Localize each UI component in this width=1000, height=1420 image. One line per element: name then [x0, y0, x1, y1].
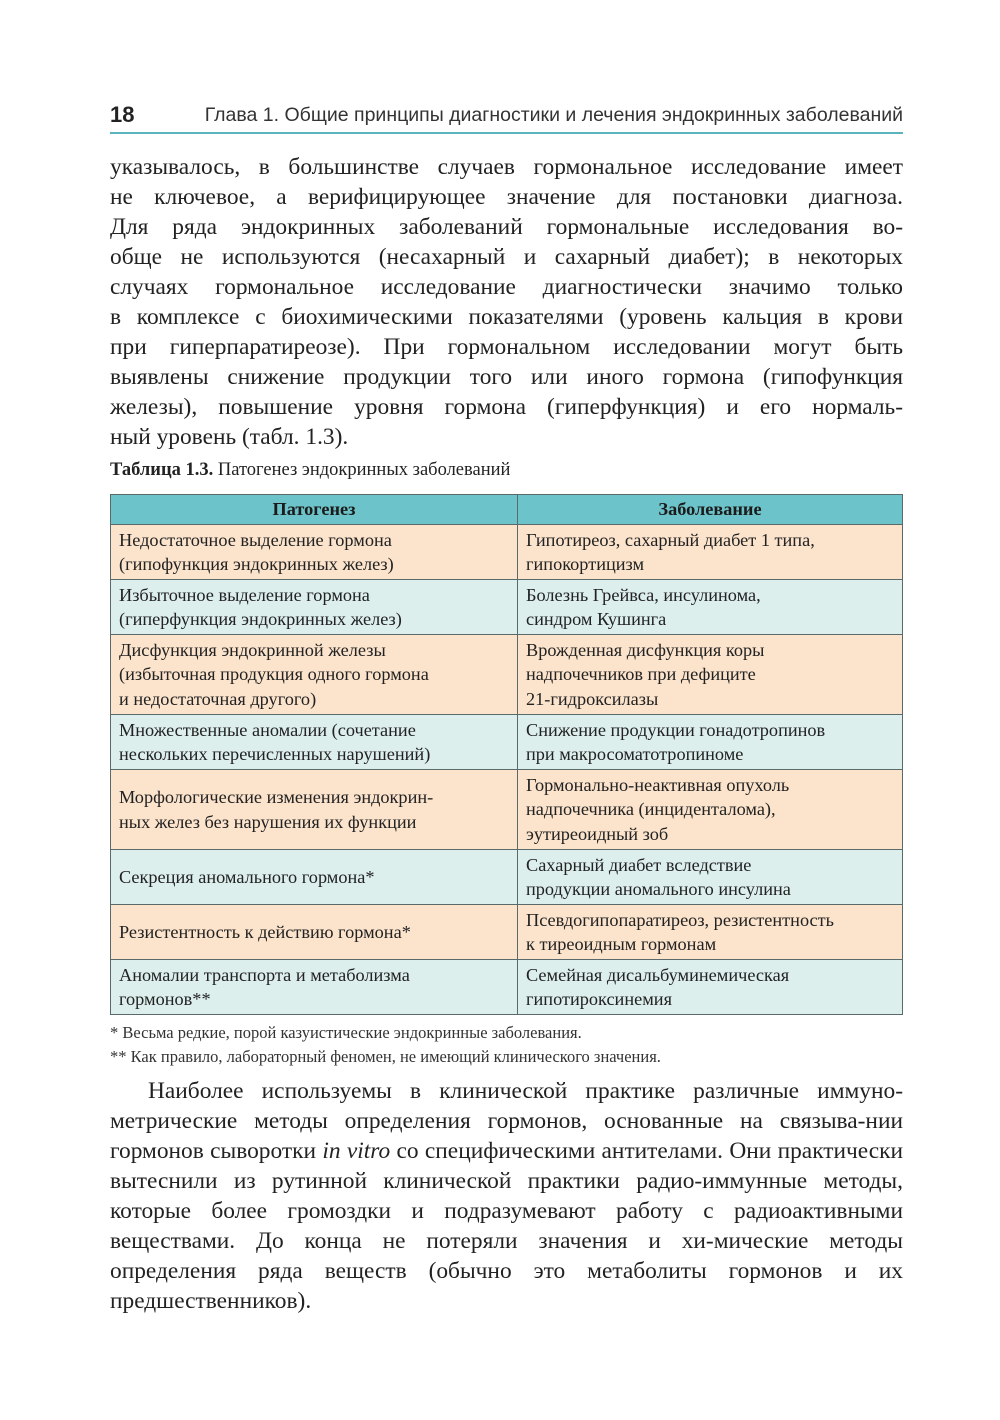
cell-line: Избыточное выделение гормона: [119, 584, 370, 605]
cell-line: гипотироксинемия: [526, 989, 672, 1009]
cell-line: гипокортицизм: [526, 554, 645, 574]
cell-line: (гипофункция эндокринных желез): [119, 554, 394, 574]
running-title: Глава 1. Общие принципы диагностики и лечения эндокринных заболеваний: [204, 104, 903, 126]
cell-disease: [518, 905, 903, 960]
cell-pathogenesis: [111, 960, 518, 1015]
table-row: [111, 580, 903, 635]
footnote-rare: * Весьма редкие, порой казуистические эндокринные заболевания.: [110, 1023, 582, 1042]
table-row: [111, 635, 903, 715]
cell-line: нескольких перечисленных нарушений): [119, 744, 431, 764]
cell-line: Дисфункция эндокринной железы: [119, 639, 386, 660]
cell-line: Множественные аномалии (сочетание: [119, 719, 416, 740]
table-caption-label: Таблица 1.3.: [110, 460, 214, 480]
footnote-laboratory: ** Как правило, лабораторный феномен, не имеющий клинического значения.: [110, 1047, 661, 1066]
paragraph-line: Для ряда эндокринных заболеваний гормональные исследования во-: [110, 214, 903, 240]
paragraph-line: случаях гормональное исследование диагностически значимо только: [110, 274, 903, 300]
cell-line: Псевдогипопаратиреоз, резистентность: [526, 909, 834, 930]
cell-pathogenesis: [111, 850, 518, 905]
cell-disease: [518, 715, 903, 770]
table-header-row: [111, 495, 903, 525]
cell-line: (гиперфункция эндокринных желез): [119, 609, 402, 629]
cell-line: при макросоматотропиноме: [526, 744, 744, 764]
cell-pathogenesis: [111, 525, 518, 580]
cell-line: Секреция аномального гормона*: [119, 866, 375, 887]
paragraph-line: железы), повышение уровня гормона (гиперфункция) и его нормаль-: [110, 394, 903, 420]
cell-disease: [518, 770, 903, 850]
paragraph-intro: [110, 152, 903, 452]
cell-pathogenesis: [111, 770, 518, 850]
page-number: 18: [110, 102, 135, 127]
cell-line: и недостаточная другого): [119, 688, 317, 709]
cell-pathogenesis: [111, 905, 518, 960]
table-row: [111, 715, 903, 770]
cell-disease: [518, 525, 903, 580]
page-header: [110, 100, 903, 134]
table-row: [111, 850, 903, 905]
cell-line: Семейная дисальбуминемическая: [526, 964, 790, 985]
column-header-pathogenesis: Патогенез: [111, 495, 518, 525]
cell-disease: [518, 850, 903, 905]
pathogenesis-table: [110, 494, 903, 1015]
cell-line: Гормонально-неактивная опухоль: [526, 774, 790, 795]
cell-line: (избыточная продукция одного гормона: [119, 664, 429, 685]
column-header-disease: Заболевание: [518, 495, 903, 525]
cell-line: Аномалии транспорта и метаболизма: [119, 964, 410, 985]
cell-line: синдром Кушинга: [526, 609, 667, 629]
cell-line: гормонов**: [119, 989, 211, 1009]
cell-line: продукции аномального инсулина: [526, 879, 791, 899]
cell-line: 21-гидроксилазы: [526, 688, 659, 709]
paragraph-line: не ключевое, а верифицирующее значение для постановки диагноза.: [110, 184, 903, 210]
table-caption: [110, 458, 903, 482]
paragraph-line: обще не используются (несахарный и сахарный диабет); в некоторых: [110, 244, 903, 270]
table-row: [111, 525, 903, 580]
table-caption-text: Патогенез эндокринных заболеваний: [217, 460, 511, 480]
paragraph-text: со специфическими антителами. Они практически вытеснили из рутинной клинической практики радио-иммунные методы, которые более громоздки и подразумевают работу с радиоактивными веществами. До конца не потеряли значения и хи-мические методы определения ряда веществ (обычно это метаболиты гормонов и их предшественников).: [110, 1138, 903, 1314]
table-row: [111, 770, 903, 850]
cell-line: Гипотиреоз, сахарный диабет 1 типа,: [526, 529, 815, 550]
paragraph-line: выявлены снижение продукции того или иного гормона (гипофункция: [110, 364, 903, 390]
cell-disease: [518, 635, 903, 715]
cell-pathogenesis: [111, 580, 518, 635]
table-row: [111, 905, 903, 960]
cell-line: ных желез без нарушения их функции: [119, 811, 417, 832]
cell-line: Снижение продукции гонадотропинов: [526, 719, 826, 740]
cell-line: Сахарный диабет вследствие: [526, 854, 752, 875]
cell-disease: [518, 580, 903, 635]
paragraph-line: при гиперпаратиреозе). При гормональном исследовании могут быть: [110, 334, 903, 360]
paragraph-line: указывалось, в большинстве случаев гормональное исследование имеет: [110, 154, 903, 180]
cell-line: надпочечника (инциденталома),: [526, 799, 776, 820]
cell-pathogenesis: [111, 635, 518, 715]
paragraph-line: в комплексе с биохимическими показателями (уровень кальция в крови: [110, 304, 903, 330]
cell-line: эутиреоидный зоб: [526, 823, 669, 844]
cell-line: Недостаточное выделение гормона: [119, 529, 392, 550]
cell-line: Врожденная дисфункция коры: [526, 639, 765, 660]
cell-disease: [518, 960, 903, 1015]
table-body: [111, 525, 903, 1015]
cell-line: Болезнь Грейвса, инсулинома,: [526, 584, 761, 605]
table-row: [111, 960, 903, 1015]
paragraph-immunometric: [110, 1076, 903, 1316]
paragraph-text: Наиболее используемы в клинической практике различные иммуно-метрические методы определения гормонов, основанные на связыва-нии гормонов сыворотки: [110, 1078, 903, 1164]
cell-pathogenesis: [111, 715, 518, 770]
paragraph-italic-term: in vitro: [322, 1138, 391, 1164]
cell-line: Резистентность к действию гормона*: [119, 921, 411, 942]
cell-line: надпочечников при дефиците: [526, 664, 756, 685]
paragraph-line: ный уровень (табл. 1.3).: [110, 424, 349, 450]
cell-line: Морфологические изменения эндокрин-: [119, 787, 434, 807]
cell-line: к тиреоидным гормонам: [526, 934, 717, 954]
